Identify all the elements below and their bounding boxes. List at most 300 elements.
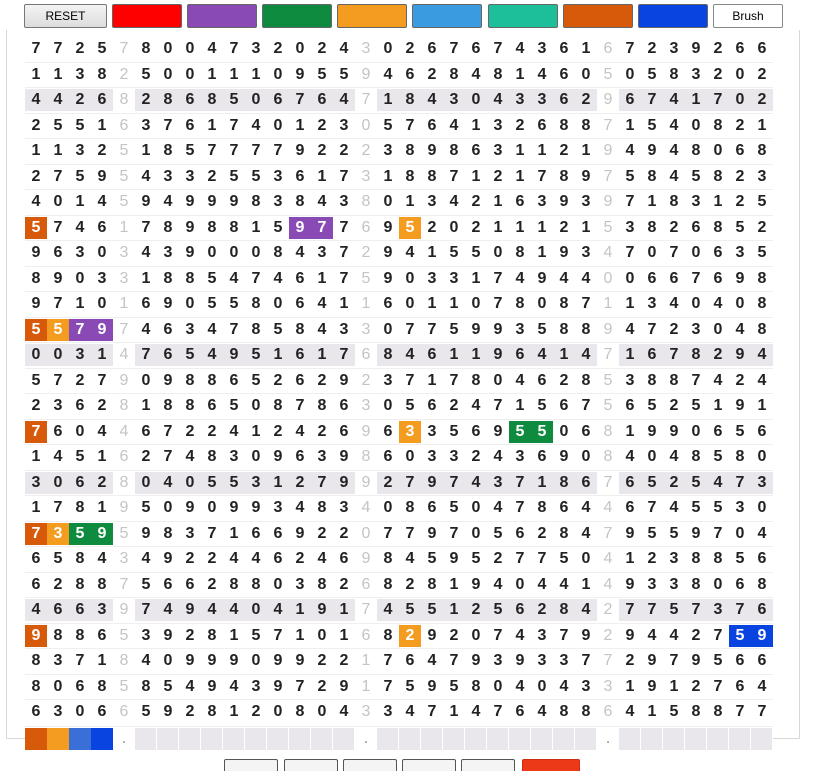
grid-digit[interactable]: 6 [311, 89, 333, 111]
grid-digit[interactable]: 7 [663, 344, 685, 366]
grid-digit[interactable]: 4 [421, 89, 443, 111]
grid-digit[interactable]: 5 [641, 472, 663, 494]
grid-digit[interactable]: 9 [273, 678, 283, 695]
grid-digit[interactable]: 9 [559, 448, 569, 465]
input-slot-empty[interactable] [443, 728, 465, 750]
grid-digit[interactable]: 9 [163, 372, 173, 389]
grid-digit[interactable]: 4 [515, 627, 525, 644]
grid-digit[interactable]: 7 [311, 472, 333, 494]
grid-digit[interactable]: 4 [383, 66, 393, 83]
grid-digit[interactable]: 0 [245, 89, 267, 111]
grid-digit[interactable]: 6 [31, 550, 41, 567]
grid-digit[interactable]: 8 [449, 66, 459, 83]
grid-digit[interactable]: 5 [757, 244, 767, 261]
grid-digit[interactable]: 4 [751, 344, 773, 366]
grid-digit[interactable]: 7 [757, 703, 767, 720]
grid-digit[interactable]: 7 [295, 397, 305, 414]
grid-digit[interactable]: 2 [317, 423, 327, 440]
grid-digit[interactable]: 4 [201, 599, 223, 621]
grid-digit[interactable]: 8 [75, 627, 85, 644]
grid-digit[interactable]: 6 [97, 219, 107, 236]
grid-digit[interactable]: 4 [141, 550, 151, 567]
grid-digit[interactable]: 7 [625, 40, 635, 57]
grid-digit[interactable]: 8 [757, 321, 767, 338]
input-slot-empty[interactable] [641, 728, 663, 750]
grid-digit[interactable]: 9 [581, 627, 591, 644]
grid-digit[interactable]: 6 [273, 550, 283, 567]
grid-digit[interactable]: 6 [625, 499, 635, 516]
grid-digit[interactable]: 6 [229, 372, 239, 389]
grid-digit[interactable]: 0 [251, 448, 261, 465]
grid-digit[interactable]: 8 [427, 168, 437, 185]
grid-digit[interactable]: 5 [399, 599, 421, 621]
grid-digit[interactable]: 8 [493, 66, 503, 83]
grid-digit[interactable]: 8 [207, 219, 217, 236]
input-slot-empty[interactable] [377, 728, 399, 750]
grid-digit[interactable]: 9 [735, 397, 745, 414]
grid-digit[interactable]: 6 [427, 40, 437, 57]
grid-digit[interactable]: 5 [25, 319, 47, 341]
grid-digit[interactable]: 1 [471, 117, 481, 134]
grid-digit[interactable]: 4 [75, 219, 85, 236]
grid-digit[interactable]: 0 [691, 244, 701, 261]
grid-digit[interactable]: 2 [273, 40, 283, 57]
grid-digit[interactable]: 3 [25, 472, 47, 494]
input-slot-empty[interactable] [267, 728, 289, 750]
grid-digit[interactable]: 3 [339, 321, 349, 338]
grid-digit[interactable]: 3 [339, 499, 349, 516]
grid-digit[interactable]: 3 [383, 372, 393, 389]
grid-digit[interactable]: 6 [647, 270, 657, 287]
grid-digit[interactable]: 8 [207, 627, 217, 644]
grid-digit[interactable]: 4 [735, 321, 745, 338]
grid-digit[interactable]: 7 [449, 40, 459, 57]
grid-digit[interactable]: 3 [427, 270, 437, 287]
grid-digit[interactable]: 4 [537, 576, 547, 593]
grid-digit[interactable]: 2 [405, 576, 415, 593]
grid-digit[interactable]: 9 [691, 525, 701, 542]
color-swatch-sky-blue[interactable] [412, 4, 482, 28]
grid-digit[interactable]: 1 [669, 678, 679, 695]
grid-digit[interactable]: 7 [515, 499, 525, 516]
grid-digit[interactable]: 5 [75, 168, 85, 185]
grid-digit[interactable]: 9 [647, 652, 657, 669]
grid-digit[interactable]: 2 [141, 448, 151, 465]
grid-digit[interactable]: 2 [713, 66, 723, 83]
grid-digit[interactable]: 9 [311, 599, 333, 621]
grid-digit[interactable]: 5 [757, 193, 767, 210]
grid-digit[interactable]: 1 [515, 219, 525, 236]
grid-digit[interactable]: 8 [295, 193, 305, 210]
grid-digit[interactable]: 1 [31, 499, 41, 516]
grid-digit[interactable]: 9 [229, 652, 239, 669]
grid-digit[interactable]: 6 [575, 472, 597, 494]
grid-digit[interactable]: 2 [273, 372, 283, 389]
grid-digit[interactable]: 4 [471, 703, 481, 720]
grid-digit[interactable]: 6 [295, 372, 305, 389]
grid-digit[interactable]: 4 [669, 627, 679, 644]
grid-digit[interactable]: 1 [515, 168, 525, 185]
grid-digit[interactable]: 9 [141, 193, 151, 210]
grid-digit[interactable]: 8 [537, 499, 547, 516]
grid-digit[interactable]: 8 [669, 193, 679, 210]
grid-digit[interactable]: 8 [317, 576, 327, 593]
grid-digit[interactable]: 4 [25, 89, 47, 111]
grid-digit[interactable]: 2 [559, 142, 569, 159]
grid-digit[interactable]: 6 [641, 344, 663, 366]
grid-digit[interactable]: 1 [449, 295, 459, 312]
grid-digit[interactable]: 9 [163, 550, 173, 567]
grid-digit[interactable]: 1 [581, 142, 591, 159]
grid-digit[interactable]: 8 [251, 321, 261, 338]
grid-digit[interactable]: 9 [97, 168, 107, 185]
grid-digit[interactable]: 7 [713, 525, 723, 542]
grid-digit[interactable]: 8 [97, 678, 107, 695]
grid-digit[interactable]: 4 [493, 448, 503, 465]
grid-digit[interactable]: 9 [647, 423, 657, 440]
grid-digit[interactable]: 0 [163, 499, 173, 516]
grid-digit[interactable]: 4 [465, 472, 487, 494]
grid-digit[interactable]: 2 [427, 66, 437, 83]
grid-digit[interactable]: 8 [141, 40, 151, 57]
grid-digit[interactable]: 4 [229, 423, 239, 440]
grid-digit[interactable]: 4 [515, 270, 525, 287]
grid-digit[interactable]: 9 [493, 423, 503, 440]
grid-digit[interactable]: 7 [25, 523, 47, 545]
grid-digit[interactable]: 0 [757, 448, 767, 465]
grid-digit[interactable]: 7 [207, 142, 217, 159]
grid-digit[interactable]: 1 [625, 423, 635, 440]
grid-digit[interactable]: 6 [207, 397, 217, 414]
grid-digit[interactable]: 7 [685, 599, 707, 621]
grid-digit[interactable]: 4 [515, 372, 525, 389]
grid-digit[interactable]: 3 [647, 576, 657, 593]
grid-digit[interactable]: 3 [295, 576, 305, 593]
grid-digit[interactable]: 0 [163, 40, 173, 57]
grid-digit[interactable]: 4 [647, 627, 657, 644]
grid-digit[interactable]: 5 [449, 678, 459, 695]
grid-digit[interactable]: 4 [229, 550, 239, 567]
grid-digit[interactable]: 2 [97, 397, 107, 414]
grid-digit[interactable]: 2 [185, 703, 195, 720]
grid-digit[interactable]: 0 [735, 66, 745, 83]
grid-digit[interactable]: 7 [443, 472, 465, 494]
grid-digit[interactable]: 9 [625, 525, 635, 542]
grid-digit[interactable]: 5 [713, 448, 723, 465]
grid-digit[interactable]: 6 [619, 89, 641, 111]
grid-digit[interactable]: 0 [757, 499, 767, 516]
grid-digit[interactable]: 6 [53, 244, 63, 261]
grid-digit[interactable]: 0 [179, 472, 201, 494]
grid-digit[interactable]: 7 [729, 472, 751, 494]
grid-digit[interactable]: 9 [333, 472, 355, 494]
grid-digit[interactable]: 2 [31, 168, 41, 185]
grid-digit[interactable]: 2 [647, 550, 657, 567]
grid-digit[interactable]: 7 [509, 472, 531, 494]
grid-digit[interactable]: 2 [515, 117, 525, 134]
grid-digit[interactable]: 2 [465, 599, 487, 621]
grid-digit[interactable]: 9 [691, 40, 701, 57]
grid-digit[interactable]: 3 [537, 627, 547, 644]
grid-digit[interactable]: 4 [559, 270, 569, 287]
grid-digit[interactable]: 0 [207, 499, 217, 516]
grid-digit[interactable]: 7 [427, 703, 437, 720]
grid-digit[interactable]: 1 [647, 703, 657, 720]
grid-digit[interactable]: 2 [339, 142, 349, 159]
grid-digit[interactable]: 6 [757, 40, 767, 57]
grid-digit[interactable]: 6 [537, 372, 547, 389]
grid-digit[interactable]: 1 [267, 472, 289, 494]
grid-digit[interactable]: 0 [691, 295, 701, 312]
grid-digit[interactable]: 7 [339, 219, 349, 236]
grid-digit[interactable]: 7 [729, 599, 751, 621]
grid-digit[interactable]: 5 [449, 244, 459, 261]
grid-digit[interactable]: 9 [163, 627, 173, 644]
grid-digit[interactable]: 6 [163, 321, 173, 338]
grid-digit[interactable]: 4 [405, 244, 415, 261]
input-slot-empty[interactable] [531, 728, 553, 750]
grid-digit[interactable]: 2 [75, 40, 85, 57]
grid-digit[interactable]: 3 [647, 295, 657, 312]
grid-digit[interactable]: 1 [97, 448, 107, 465]
grid-digit[interactable]: 9 [179, 599, 201, 621]
grid-digit[interactable]: 9 [223, 344, 245, 366]
grid-digit[interactable]: 2 [317, 142, 327, 159]
grid-digit[interactable]: 7 [289, 89, 311, 111]
grid-digit[interactable]: 3 [75, 244, 85, 261]
grid-digit[interactable]: 4 [471, 397, 481, 414]
grid-digit[interactable]: 1 [229, 66, 239, 83]
grid-digit[interactable]: 4 [185, 448, 195, 465]
grid-digit[interactable]: 9 [295, 525, 305, 542]
grid-digit[interactable]: 4 [663, 89, 685, 111]
grid-digit[interactable]: 1 [207, 66, 217, 83]
grid-digit[interactable]: 1 [713, 397, 723, 414]
grid-digit[interactable]: 0 [581, 448, 591, 465]
grid-digit[interactable]: 6 [713, 244, 723, 261]
grid-digit[interactable]: 8 [757, 295, 767, 312]
grid-digit[interactable]: 9 [31, 295, 41, 312]
grid-digit[interactable]: 6 [581, 423, 591, 440]
grid-digit[interactable]: 4 [575, 344, 597, 366]
grid-digit[interactable]: 4 [207, 321, 217, 338]
grid-digit[interactable]: 5 [223, 89, 245, 111]
grid-digit[interactable]: 6 [179, 89, 201, 111]
grid-digit[interactable]: 3 [625, 372, 635, 389]
grid-digit[interactable]: 7 [493, 270, 503, 287]
grid-digit[interactable]: 0 [75, 423, 85, 440]
grid-digit[interactable]: 7 [53, 295, 63, 312]
grid-digit[interactable]: 6 [157, 344, 179, 366]
grid-digit[interactable]: 8 [515, 295, 525, 312]
grid-digit[interactable]: 3 [185, 168, 195, 185]
grid-digit[interactable]: 4 [625, 321, 635, 338]
grid-digit[interactable]: 2 [317, 372, 327, 389]
grid-digit[interactable]: 2 [273, 423, 283, 440]
grid-digit[interactable]: 7 [405, 372, 415, 389]
grid-digit[interactable]: 1 [339, 295, 349, 312]
input-slot-empty[interactable] [487, 728, 509, 750]
grid-digit[interactable]: 7 [647, 321, 657, 338]
grid-digit[interactable]: 1 [333, 599, 355, 621]
grid-digit[interactable]: 8 [163, 219, 173, 236]
grid-digit[interactable]: 7 [311, 217, 333, 239]
grid-digit[interactable]: 8 [383, 550, 393, 567]
grid-digit[interactable]: 3 [185, 525, 195, 542]
grid-digit[interactable]: 3 [229, 448, 239, 465]
grid-digit[interactable]: 1 [449, 576, 459, 593]
input-slot-empty[interactable] [663, 728, 685, 750]
grid-digit[interactable]: 5 [163, 678, 173, 695]
grid-digit[interactable]: 2 [669, 321, 679, 338]
grid-digit[interactable]: 4 [669, 142, 679, 159]
grid-digit[interactable]: 5 [251, 627, 261, 644]
grid-digit[interactable]: 4 [669, 168, 679, 185]
grid-digit[interactable]: 1 [229, 525, 239, 542]
grid-digit[interactable]: 3 [625, 219, 635, 236]
grid-digit[interactable]: 2 [669, 219, 679, 236]
grid-digit[interactable]: 1 [647, 193, 657, 210]
grid-digit[interactable]: 5 [251, 168, 261, 185]
grid-digit[interactable]: 5 [273, 321, 283, 338]
grid-digit[interactable]: 8 [185, 397, 195, 414]
grid-digit[interactable]: 3 [757, 168, 767, 185]
grid-digit[interactable]: 4 [201, 344, 223, 366]
grid-digit[interactable]: 9 [185, 244, 195, 261]
grid-digit[interactable]: 9 [207, 678, 217, 695]
grid-digit[interactable]: 4 [163, 193, 173, 210]
input-slot-empty[interactable] [421, 728, 443, 750]
grid-digit[interactable]: 7 [691, 372, 701, 389]
grid-digit[interactable]: 4 [669, 499, 679, 516]
brush-button[interactable]: Brush [713, 4, 783, 28]
grid-digit[interactable]: 5 [487, 599, 509, 621]
grid-digit[interactable]: 1 [251, 66, 261, 83]
grid-digit[interactable]: 1 [757, 117, 767, 134]
input-slot-empty[interactable] [223, 728, 245, 750]
grid-digit[interactable]: 2 [295, 550, 305, 567]
grid-digit[interactable]: 2 [493, 550, 503, 567]
grid-digit[interactable]: 8 [97, 576, 107, 593]
grid-digit[interactable]: 2 [757, 219, 767, 236]
bottom-button-5[interactable] [461, 759, 515, 771]
grid-digit[interactable]: 8 [559, 703, 569, 720]
grid-digit[interactable]: 7 [669, 652, 679, 669]
grid-digit[interactable]: 0 [471, 525, 481, 542]
grid-digit[interactable]: 5 [625, 168, 635, 185]
grid-digit[interactable]: 1 [581, 40, 591, 57]
input-slot-empty[interactable] [201, 728, 223, 750]
grid-digit[interactable]: 1 [713, 193, 723, 210]
grid-digit[interactable]: 2 [289, 472, 311, 494]
grid-digit[interactable]: 6 [141, 295, 151, 312]
grid-digit[interactable]: 1 [493, 193, 503, 210]
grid-digit[interactable]: 8 [427, 576, 437, 593]
grid-digit[interactable]: 7 [405, 321, 415, 338]
grid-digit[interactable]: 4 [53, 448, 63, 465]
grid-digit[interactable]: 7 [713, 678, 723, 695]
grid-digit[interactable]: 7 [581, 295, 591, 312]
grid-digit[interactable]: 9 [273, 652, 283, 669]
grid-digit[interactable]: 2 [207, 550, 217, 567]
grid-digit[interactable]: 9 [295, 66, 305, 83]
grid-digit[interactable]: 9 [735, 270, 745, 287]
grid-digit[interactable]: 7 [339, 168, 349, 185]
grid-digit[interactable]: 8 [229, 219, 239, 236]
grid-digit[interactable]: 7 [163, 423, 173, 440]
grid-digit[interactable]: 2 [449, 397, 459, 414]
grid-digit[interactable]: 2 [707, 344, 729, 366]
grid-digit[interactable]: 5 [141, 576, 151, 593]
grid-digit[interactable]: 8 [647, 219, 657, 236]
grid-digit[interactable]: 6 [97, 627, 107, 644]
grid-digit[interactable]: 1 [581, 219, 591, 236]
grid-digit[interactable]: 8 [75, 550, 85, 567]
grid-digit[interactable]: 7 [229, 40, 239, 57]
grid-digit[interactable]: 2 [339, 576, 349, 593]
grid-digit[interactable]: 7 [97, 372, 107, 389]
grid-digit[interactable]: 1 [97, 652, 107, 669]
grid-digit[interactable]: 8 [713, 550, 723, 567]
grid-digit[interactable]: 7 [691, 270, 701, 287]
grid-digit[interactable]: 0 [47, 344, 69, 366]
grid-digit[interactable]: 2 [559, 219, 569, 236]
grid-digit[interactable]: 7 [333, 344, 355, 366]
grid-digit[interactable]: 4 [339, 40, 349, 57]
grid-digit[interactable]: 2 [427, 219, 437, 236]
grid-digit[interactable]: 8 [735, 448, 745, 465]
grid-digit[interactable]: 2 [669, 397, 679, 414]
grid-digit[interactable]: 4 [141, 168, 151, 185]
grid-digit[interactable]: 0 [515, 576, 525, 593]
grid-digit[interactable]: 6 [427, 499, 437, 516]
grid-digit[interactable]: 5 [449, 423, 459, 440]
grid-digit[interactable]: 2 [735, 193, 745, 210]
grid-digit[interactable]: 1 [295, 627, 305, 644]
grid-digit[interactable]: 6 [537, 448, 547, 465]
grid-digit[interactable]: 5 [735, 423, 745, 440]
grid-digit[interactable]: 2 [735, 168, 745, 185]
grid-digit[interactable]: 6 [735, 40, 745, 57]
grid-digit[interactable]: 0 [53, 193, 63, 210]
grid-digit[interactable]: 7 [515, 550, 525, 567]
grid-digit[interactable]: 6 [339, 550, 349, 567]
grid-digit[interactable]: 0 [729, 89, 751, 111]
grid-digit[interactable]: 8 [317, 397, 327, 414]
grid-digit[interactable]: 2 [405, 40, 415, 57]
color-swatch-orange[interactable] [337, 4, 407, 28]
grid-digit[interactable]: 5 [31, 372, 41, 389]
grid-digit[interactable]: 2 [625, 652, 635, 669]
grid-digit[interactable]: 8 [581, 703, 591, 720]
grid-digit[interactable]: 7 [251, 270, 261, 287]
grid-digit[interactable]: 8 [669, 372, 679, 389]
grid-digit[interactable]: 9 [229, 499, 239, 516]
grid-digit[interactable]: 1 [141, 270, 151, 287]
grid-digit[interactable]: 8 [405, 499, 415, 516]
grid-digit[interactable]: 1 [515, 397, 525, 414]
grid-digit[interactable]: 1 [251, 423, 261, 440]
grid-digit[interactable]: 1 [427, 244, 437, 261]
grid-digit[interactable]: 8 [581, 372, 591, 389]
grid-digit[interactable]: 5 [493, 525, 503, 542]
input-slot-empty[interactable] [729, 728, 751, 750]
grid-digit[interactable]: 7 [339, 270, 349, 287]
grid-digit[interactable]: 1 [471, 270, 481, 287]
grid-digit[interactable]: 3 [317, 448, 327, 465]
grid-digit[interactable]: 0 [383, 321, 393, 338]
grid-digit[interactable]: 5 [75, 117, 85, 134]
